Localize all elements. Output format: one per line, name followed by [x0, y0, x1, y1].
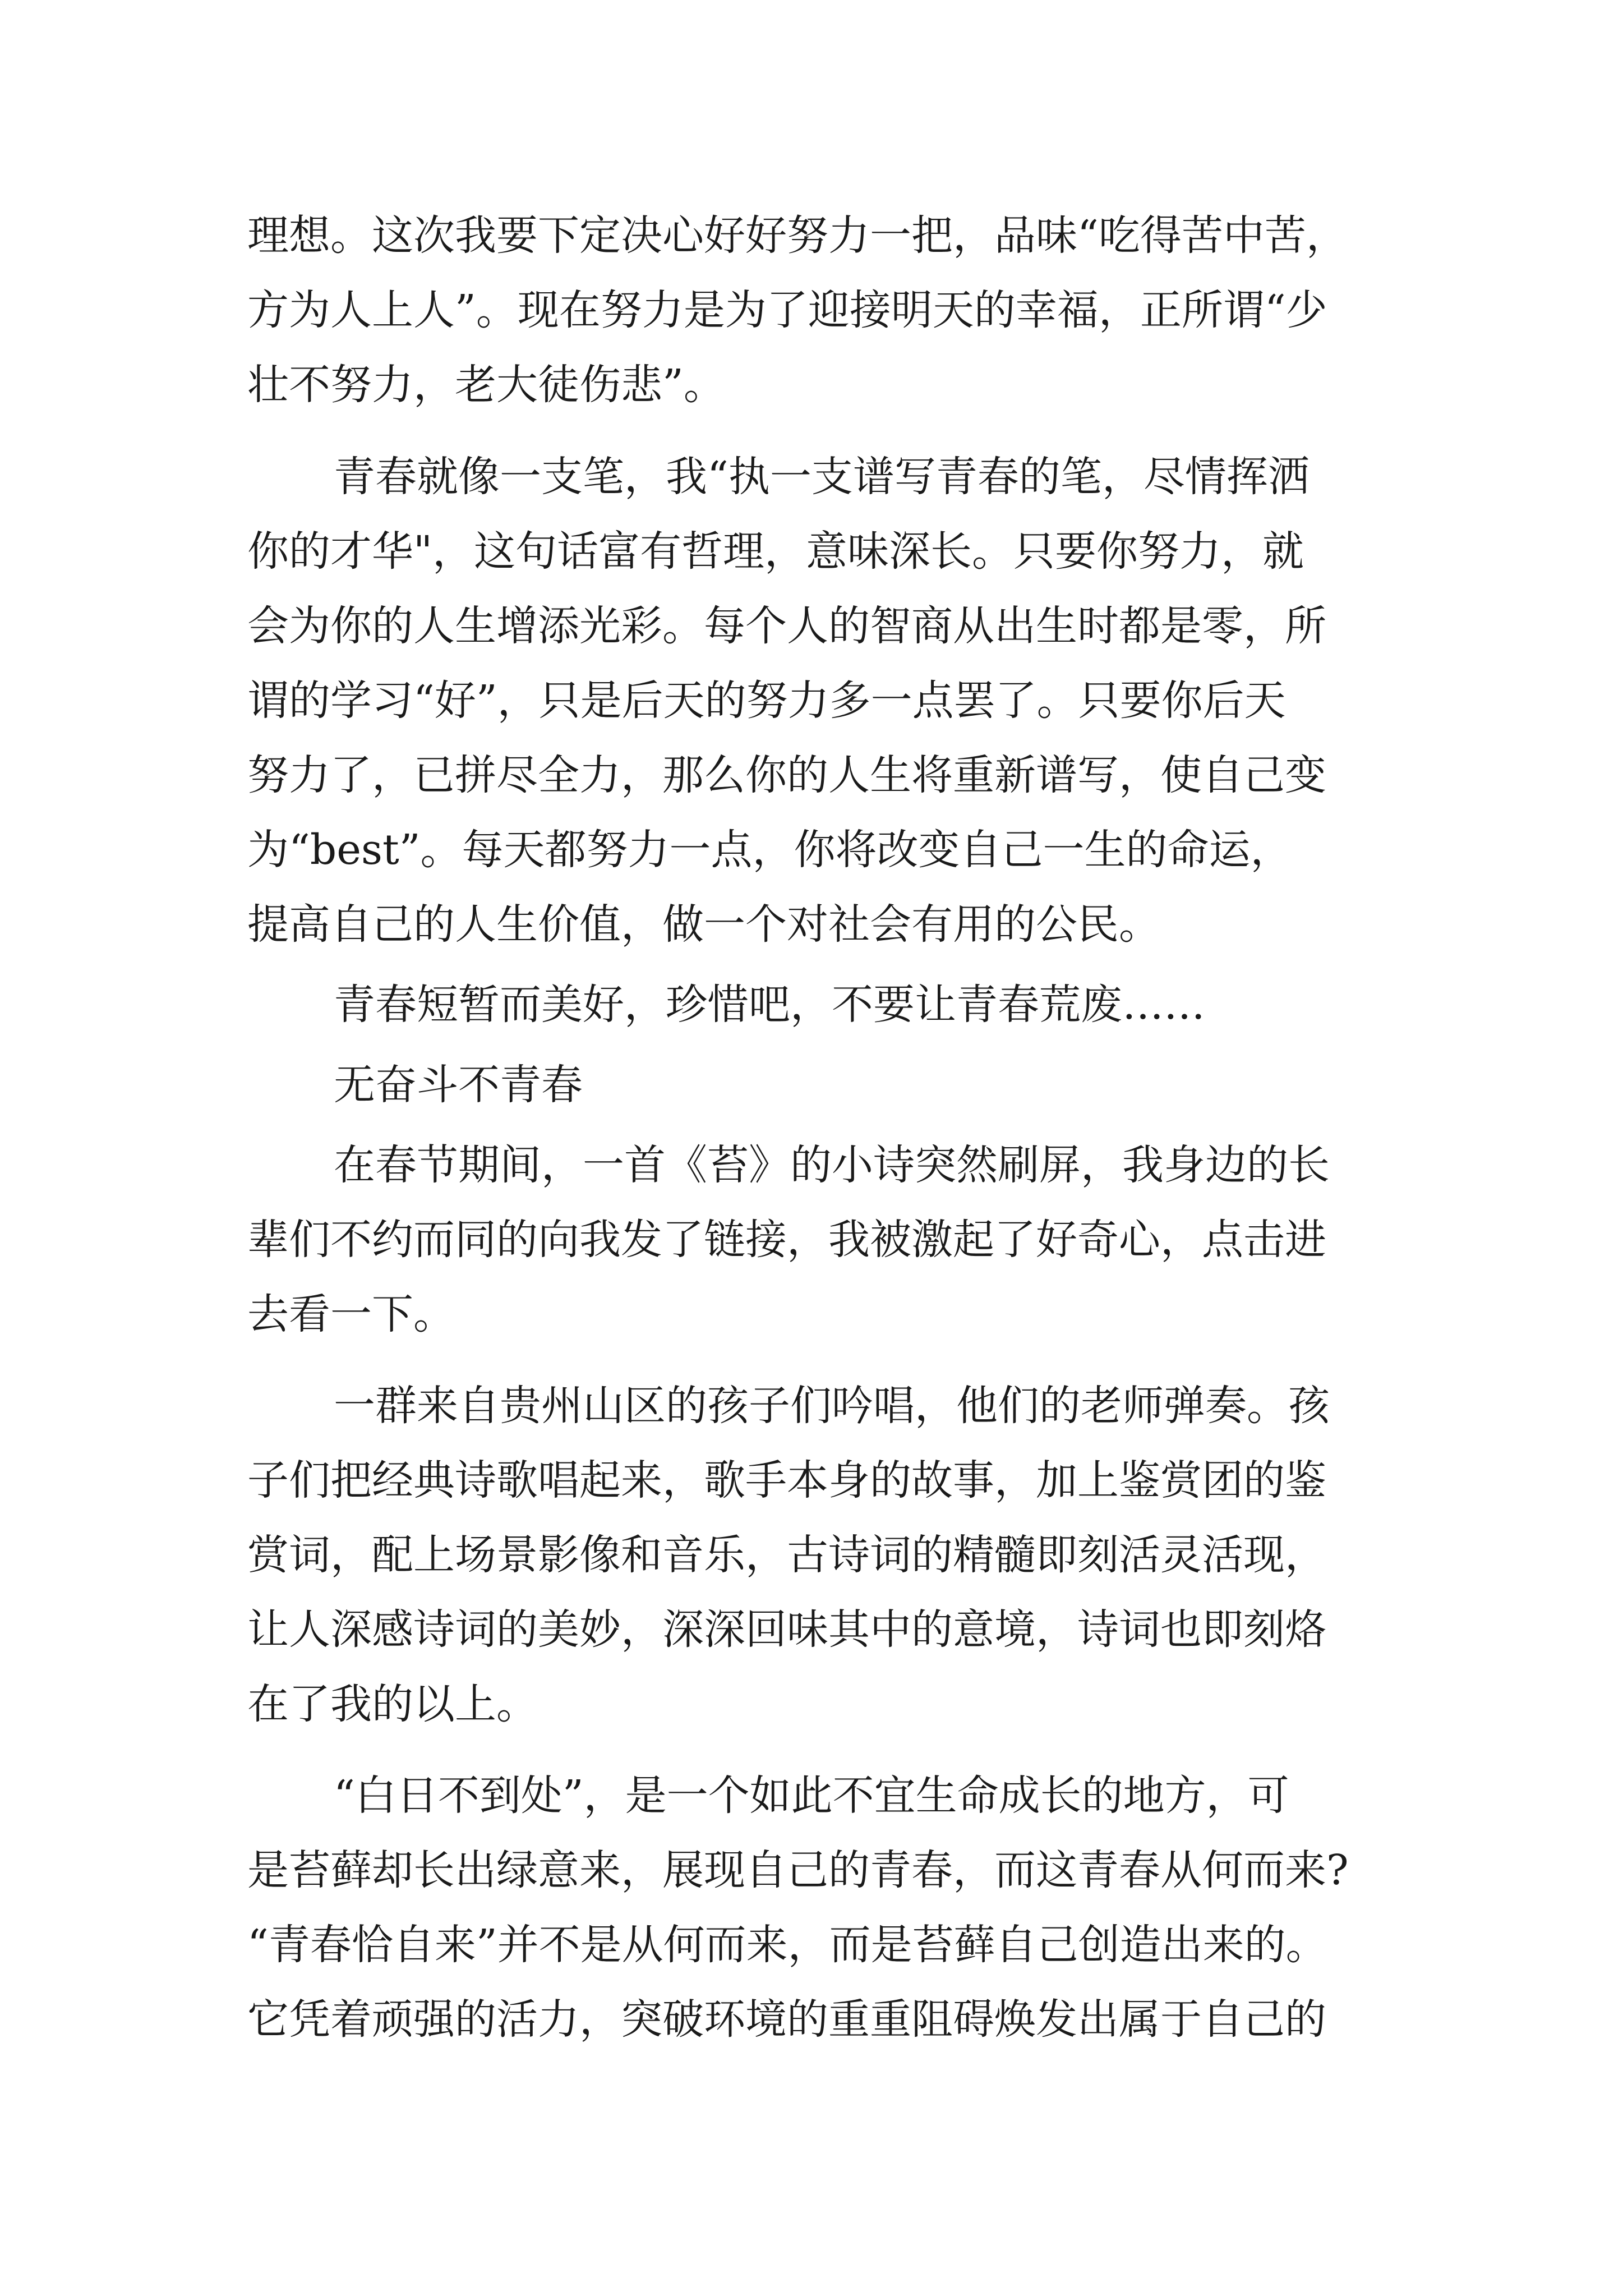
text-line: 为“best”。每天都努力一点，你将改变自己一生的命运， [247, 826, 1292, 874]
paragraph-first-line: “白日不到处”，是一个如此不宜生命成长的地方，可 [334, 1772, 1289, 1820]
text-line: 辈们不约而同的向我发了链接，我被激起了好奇心，点击进 [247, 1216, 1326, 1264]
text-line: 方为人上人”。现在努力是为了迎接明天的幸福，正所谓“少 [247, 286, 1327, 334]
text-line: 子们把经典诗歌唱起来，歌手本身的故事，加上鉴赏团的鉴 [247, 1456, 1326, 1504]
text-line: 你的才华"，这句话富有哲理，意味深长。只要你努力，就 [247, 527, 1304, 576]
text-line: 理想。这次我要下定决心好好努力一把，品味“吃得苦中苦， [247, 211, 1348, 260]
text-line: 让人深感诗词的美妙，深深回味其中的意境，诗词也即刻烙 [247, 1605, 1326, 1654]
paragraph-first-line: 青春短暂而美好，珍惜吧，不要让青春荒废…… [334, 981, 1205, 1029]
paragraph-first-line: 一群来自贵州山区的孩子们吟唱，他们的老师弹奏。孩 [334, 1382, 1330, 1430]
text-line: 在了我的以上。 [247, 1680, 538, 1728]
text-line: 赏词，配上场景影像和音乐，古诗词的精髓即刻活灵活现， [247, 1531, 1326, 1579]
text-line: 它凭着顽强的活力，突破环境的重重阻碍焕发出属于自己的 [247, 1995, 1326, 2044]
text-line: 谓的学习“好”，只是后天的努力多一点罢了。只要你后天 [247, 677, 1286, 725]
text-line: 是苔藓却长出绿意来，展现自己的青春，而这青春从何而来? [247, 1846, 1349, 1894]
paragraph-first-line: 青春就像一支笔，我“执一支谱写青春的笔，尽情挥洒 [334, 453, 1310, 501]
section-title: 无奋斗不青春 [334, 1061, 583, 1109]
text-line: 会为你的人生增添光彩。每个人的智商从出生时都是零，所 [247, 602, 1326, 650]
paragraph-first-line: 在春节期间，一首《苔》的小诗突然刷屏，我身边的长 [334, 1141, 1330, 1189]
text-line: 努力了，已拼尽全力，那么你的人生将重新谱写，使自己变 [247, 751, 1326, 799]
text-line: “青春恰自来”并不是从何而来，而是苔藓自己创造出来的。 [247, 1921, 1327, 1969]
text-line: 壮不努力，老大徒伤悲”。 [247, 361, 725, 409]
text-line: 去看一下。 [247, 1290, 455, 1338]
text-line: 提高自己的人生价值，做一个对社会有用的公民。 [247, 900, 1160, 949]
